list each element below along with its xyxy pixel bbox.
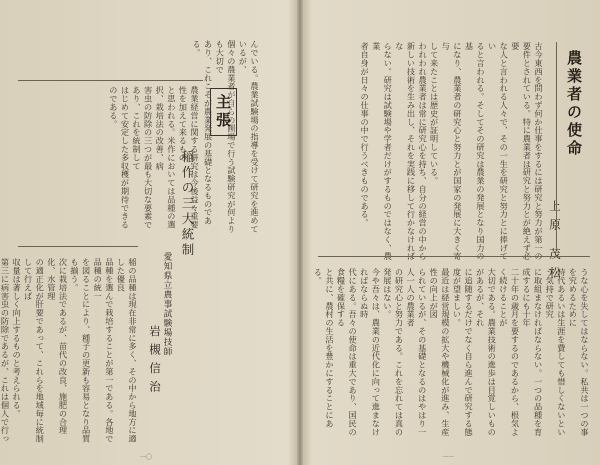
title-divider: [556, 42, 557, 248]
article-author: 岩槻信治: [148, 325, 162, 399]
intro-text: んでいる。農業試験場の指導を受けて研究を進めているが、 個々の農業者が自らの圃場で行う試験研究が何よりも大切で あり、これこそが農業発展の基礎となるものである。: [192, 40, 260, 234]
essay-upper-text: 古今東西を問わず何か仕事をするには研究と努力が第一の 要件とされている。特に農業者は研究と努力とが絶えず必要 な人と言われる人々で、その一生を研究と努力とに捧げてい ると言われる。そしてその研究は農業の発展となり国力の基 になり、農業者の研究心と努力とが国家の発展に大きく寄与 して来たことは歴史が証明している。 われわれ農業者は常に研究心を持ち、自分の経営の中から 新しい技術を生み出し、それを実践に移して行かなければな らない。研究は試験場や学者だけがするものではなく、農業 者自身が日々の仕事の中で行うべきものである。: [360, 42, 544, 261]
article-body: 稲の品種は現在非常に多く、その中から地方に適した優良 品種を選んで栽培することが第一である。各地で品種の統一 を図ることにより、種子の更新も容易となり品質も揃う。 次に栽培法であるが、苗代の改良、施肥の合理化、水管理 の適正化が肝要であって、これらを地域毎に統制して行えば 収量は著しく向上するものと考えられる。 第三に病害虫の防除であるが、これは個人で行っ: [0, 258, 138, 443]
header-rule: [18, 80, 203, 81]
left-page: [0, 0, 298, 465]
page-number-right: 一一: [442, 454, 455, 461]
essay-title: 農業者の使命: [565, 50, 583, 158]
shuchou-box: 主張: [210, 88, 237, 136]
right-page: [302, 0, 600, 465]
page-fold: [297, 0, 303, 465]
author-affiliation: 愛知県立農事試験場技師: [162, 252, 172, 357]
body-rule: [18, 246, 138, 247]
article-lead: 農業経営に関する研究は今後益々重要性を加えて来るもの と思われる。米作においては品種の選択、栽培法の改善、病 害虫の防除の三つが最も大切な要素であり、これを統制して はじめて安定した多収穫が期待できるのである。: [108, 86, 200, 229]
essay-author: 上原 茂松: [548, 200, 562, 285]
page-number-left: 一〇: [140, 454, 153, 461]
essay-lower-text: うな心を失してはならない。私共は一つの事を究めるために 時代あるいは生涯を費しても惜しくないという気持で研究 に取組まなければならない。一つの品種を育成するにも十年 二十年の歳月を要するのであるから、根気よく続けることが 大切である。農業技術の進歩は目覚しいものがあるが、それ に追随するだけでなく自ら進んで研究する態度が望ましい。 最近は経営規模の拡大や機械化が進み、生産性の向上が図 られているが、その基礎となるのはやはり一人一人の農業者 の研究心と努力である。これを忘れては真の発展はない。 今や吾々は、農業の近代化に向って進まなければならぬ時 代にある。吾々の使命は重大であり、国民の食糧を確保する と共に、農村の生活を豊かにすることにある。: [313, 268, 590, 436]
section-divider: [318, 256, 590, 257]
article-title: 稲作の三大統制: [180, 150, 195, 259]
